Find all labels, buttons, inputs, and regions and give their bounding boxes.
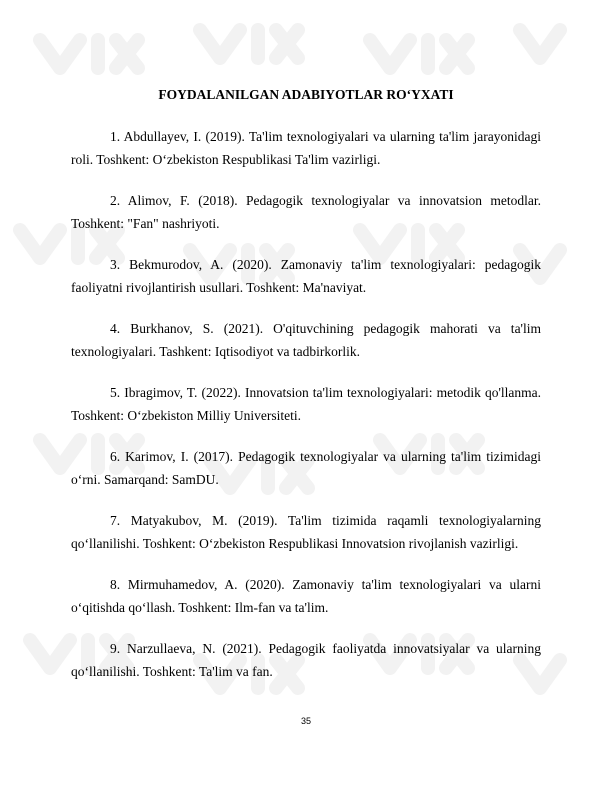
reference-item: 6. Karimov, I. (2017). Pedagogik texnologiyalar va ularning ta'lim tizimidagi o‘rni. Samarqand: SamDU. (71, 449, 541, 487)
reference-item: 9. Narzullaeva, N. (2021). Pedagogik faoliyatda innovatsiyalar va ularning qo‘llanilishi. Toshkent: Ta'lim va fan. (71, 641, 541, 679)
reference-list (71, 125, 541, 701)
reference-item: 8. Mirmuhamedov, A. (2020). Zamonaviy ta'lim texnologiyalari va ularni o‘qitishda qo‘llash. Toshkent: Ilm-fan va ta'lim. (71, 577, 541, 615)
reference-item: 5. Ibragimov, T. (2022). Innovatsion ta'lim texnologiyalari: metodik qo'llanma. Toshkent: O‘zbekiston Milliy Universiteti. (71, 385, 541, 423)
reference-item: 7. Matyakubov, M. (2019). Ta'lim tizimida raqamli texnologiyalarning qo‘llanilishi. Toshkent: O‘zbekiston Respublikasi Innovatsion rivojlanish vazirligi. (71, 513, 541, 551)
page-number: 35 (300, 716, 311, 726)
reference-item: 3. Bekmurodov, A. (2020). Zamonaviy ta'lim texnologiyalari: pedagogik faoliyatni rivojlantirish usullari. Toshkent: Ma'naviyat. (71, 257, 541, 295)
reference-item: 2. Alimov, F. (2018). Pedagogik texnologiyalar va innovatsion metodlar. Toshkent: "Fan" nashriyoti. (71, 193, 541, 231)
reference-item: 4. Burkhanov, S. (2021). O'qituvchining pedagogik mahorati va ta'lim texnologiyalari. Tashkent: Iqtisodiyot va tadbirkorlik. (71, 321, 541, 359)
reference-item: 1. Abdullayev, I. (2019). Ta'lim texnologiyalari va ularning ta'lim jarayonidagi roli. Toshkent: O‘zbekiston Respublikasi Ta'lim vazirligi. (71, 129, 541, 167)
page-title: FOYDALANILGAN ADABIYOTLAR RO‘YXATI (158, 87, 454, 102)
